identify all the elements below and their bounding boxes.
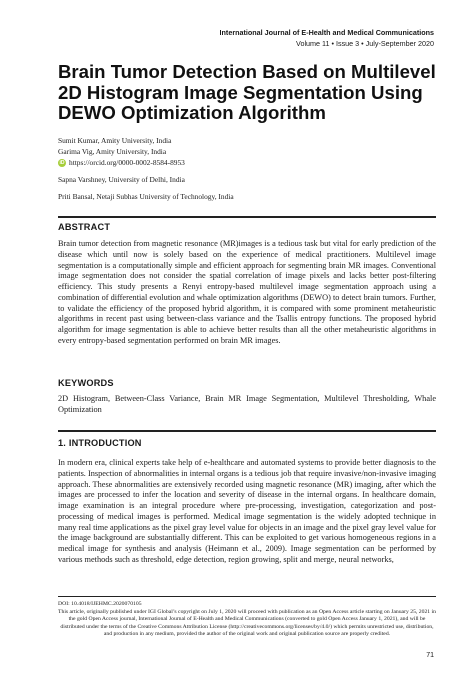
journal-header xyxy=(220,28,434,49)
journal-issue: Volume 11 • Issue 3 • July-September 2020 xyxy=(296,38,434,48)
author-3: Sapna Varshney, University of Delhi, India xyxy=(58,175,185,184)
journal-title: International Journal of E-Health and Medical Communications xyxy=(219,28,434,37)
orcid-row[interactable] xyxy=(58,157,438,168)
orcid-link[interactable]: https://orcid.org/0000-0002-8584-8953 xyxy=(69,158,185,167)
abstract-text: Brain tumor detection from magnetic resonance (MR)images is a tedious task but vital for early prediction of the disease which until now is solely based on the experience of medical practitioners. Multilevel image segmentation is a computationally simple and efficient approach for segmenting brain MR images. Conventional image segmentation does not consider the spatial correlation of image pixels and lacks better post-filtering efficiency. This study presents a Renyi entropy-based multilevel image segmentation approach using a combination of differential evolution and whale optimization algorithms (DEWO) to detect brain tumors. Further, to validate the efficiency of the proposed hybrid algorithm, it is compared with some prominent metaheuristic algorithms in recent past using between-class variance and the Tsallis entropy functions. The proposed hybrid algorithm for image segmentation is able to achieve better results than all the other metaheuristic algorithms in every entropy-based segmentation performed on brain MR images. xyxy=(58,239,436,345)
page-number: 71 xyxy=(426,652,434,659)
divider xyxy=(58,430,436,432)
article-title: Brain Tumor Detection Based on Multilevel 2D Histogram Image Segmentation Using DEWO Optimization Algorithm xyxy=(58,61,436,123)
license-notice: This article, originally published under IGI Global’s copyright on July 1, 2020 will proceed with publication as an Open Access article starting on January 25, 2021 in the gold Open Access journal, International Journal of E-Health and Medical Communications (converted to gold Open Access January 1, 2021), and will be distributed under the terms of the Creative Commons Attribution License (http://creativecommons.org/licenses/by/4.0/) which permits unrestricted use, distribution, and production in any medium, provided the author of the original work and original publication source are properly credited. xyxy=(58,609,436,637)
introduction-text: In modern era, clinical experts take help of e-healthcare and automated systems to provide better diagnosis to the patients. Inspection of abnormalities in internal organs is a tedious job that require invasive/non-invasive imaging approach. These abnormalities are extensively recorded using magnetic resonance (MR) imaging, after which the images are processed to infer the location and severity of disease in the internal organs. In healthcare domain, image examination is an integral procedure where pre-processing, investigation, categorization and post-processing of medical images is performed. Medical image segmentation is the widely adopted technique in many real time applications as the pixel gray level value for objects in an image and the pixel gray level value for the image background are substantially different. This can be exploited to get various homogeneous regions in a medical image for synthesis and analysis (Heimann et al., 2009). Image segmentation can be performed by various methods such as threshold, edge detection, region growing, split and merge, neural networks, xyxy=(58,458,436,564)
doi[interactable]: DOI: 10.4018/IJEHMC.2020070105 xyxy=(58,601,142,607)
author-list xyxy=(58,135,438,202)
divider xyxy=(58,216,436,218)
author-1: Sumit Kumar, Amity University, India xyxy=(58,136,172,145)
introduction-heading: 1. INTRODUCTION xyxy=(58,438,142,448)
author-2: Garima Vig, Amity University, India xyxy=(58,147,167,156)
orcid-icon: iD xyxy=(59,159,65,166)
abstract-heading: ABSTRACT xyxy=(58,222,111,232)
author-4: Priti Bansal, Netaji Subhas University of Technology, India xyxy=(58,192,234,201)
keywords-heading: KEYWORDS xyxy=(58,378,114,388)
divider xyxy=(58,596,436,597)
keywords-text: 2D Histogram, Between-Class Variance, Brain MR Image Segmentation, Multilevel Thresholding, Whale Optimization xyxy=(58,394,436,414)
